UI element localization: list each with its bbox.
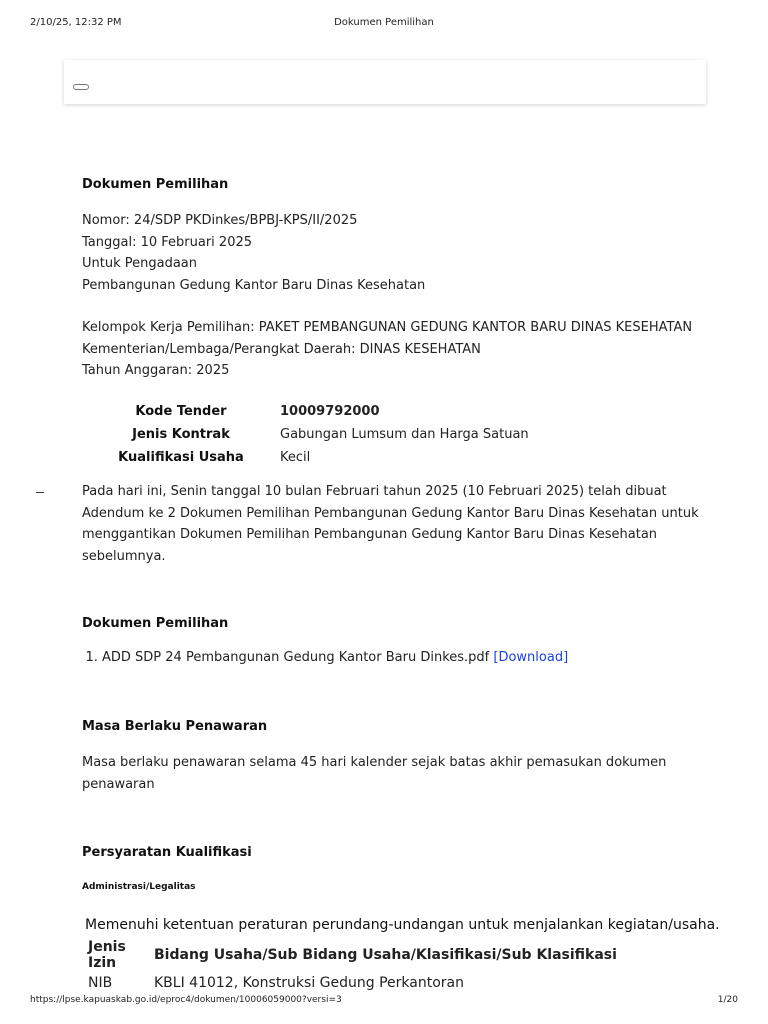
klpd-text: Kementerian/Lembaga/Perangkat Daerah: DINAS KESEHATAN bbox=[82, 341, 481, 357]
pokja-text: Kelompok Kerja Pemilihan: PAKET PEMBANGUNAN GEDUNG KANTOR BARU DINAS KESEHATAN bbox=[82, 320, 693, 335]
administrasi-subheading: Administrasi/Legalitas bbox=[82, 882, 196, 892]
table-row bbox=[82, 446, 529, 469]
list-item bbox=[102, 650, 727, 665]
izin-table bbox=[88, 939, 617, 994]
download-link[interactable]: [Download] bbox=[493, 650, 569, 665]
tender-info-table bbox=[82, 400, 529, 469]
print-page-number: 1/20 bbox=[717, 995, 738, 1005]
nomor-text: Nomor: 24/SDP PKDinkes/BPBJ-KPS/II/2025 bbox=[82, 213, 358, 228]
kode-tender-label: Kode Tender bbox=[135, 404, 227, 419]
jenis-izin-header: Jenis Izin bbox=[88, 939, 126, 971]
kualifikasi-usaha-label: Kualifikasi Usaha bbox=[118, 450, 244, 465]
kualifikasi-usaha-value: Kecil bbox=[280, 450, 311, 465]
jenis-kontrak-value: Gabungan Lumsum dan Harga Satuan bbox=[280, 427, 529, 442]
kualifikasi-statement: Memenuhi ketentuan peraturan perundang-undangan untuk menjalankan kegiatan/usaha. bbox=[85, 917, 720, 933]
bidang-cell: KBLI 41012, Konstruksi Gedung Perkantoran bbox=[154, 974, 464, 991]
dokumen-section-heading: Dokumen Pemilihan bbox=[82, 616, 229, 631]
masa-section-heading: Masa Berlaku Penawaran bbox=[82, 719, 268, 734]
menu-toggle-icon[interactable] bbox=[73, 84, 89, 90]
tahun-text: Tahun Anggaran: 2025 bbox=[82, 363, 230, 378]
dokumen-list-wrap bbox=[87, 650, 727, 665]
table-row bbox=[82, 400, 529, 423]
print-datetime: 2/10/25, 12:32 PM bbox=[30, 17, 122, 28]
kualifikasi-section-heading: Persyaratan Kualifikasi bbox=[82, 845, 252, 860]
tanggal-text: Tanggal: 10 Februari 2025 bbox=[82, 234, 253, 250]
document-meta bbox=[82, 210, 722, 296]
table-row bbox=[82, 423, 529, 446]
print-title: Dokumen Pemilihan bbox=[334, 17, 434, 28]
dash-mark bbox=[36, 492, 44, 493]
adendum-paragraph: Pada hari ini, Senin tanggal 10 bulan Februari tahun 2025 (10 Februari 2025) telah dibuat Adendum ke 2 Dokumen Pemilihan Pembangunan Gedung Kantor Baru Dinas Kesehatan untuk menggantikan Dokumen Pemilihan Pembangunan Gedung Kantor Baru Dinas Kesehatan sebelumnya. bbox=[82, 484, 699, 564]
top-card bbox=[64, 60, 706, 104]
izin-cell: NIB bbox=[88, 974, 113, 991]
table-row bbox=[88, 971, 617, 994]
document-heading: Dokumen Pemilihan bbox=[82, 177, 229, 192]
untuk-text: Untuk Pengadaan bbox=[82, 256, 198, 271]
jenis-kontrak-label: Jenis Kontrak bbox=[132, 427, 230, 442]
bidang-usaha-header: Bidang Usaha/Sub Bidang Usaha/Klasifikasi/Sub Klasifikasi bbox=[154, 947, 617, 963]
dokumen-list bbox=[87, 650, 727, 665]
kode-tender-value: 10009792000 bbox=[280, 404, 380, 419]
dokumen-file-name: ADD SDP 24 Pembangunan Gedung Kantor Baru Dinkes.pdf bbox=[102, 650, 490, 665]
print-url: https://lpse.kapuaskab.go.id/eproc4/dokumen/10006059000?versi=3 bbox=[30, 995, 342, 1005]
pengadaan-text: Pembangunan Gedung Kantor Baru Dinas Kesehatan bbox=[82, 277, 426, 293]
izin-header-row bbox=[88, 939, 617, 971]
document-org bbox=[82, 317, 742, 382]
masa-paragraph: Masa berlaku penawaran selama 45 hari kalender sejak batas akhir pemasukan dokumen penawaran bbox=[82, 755, 667, 792]
